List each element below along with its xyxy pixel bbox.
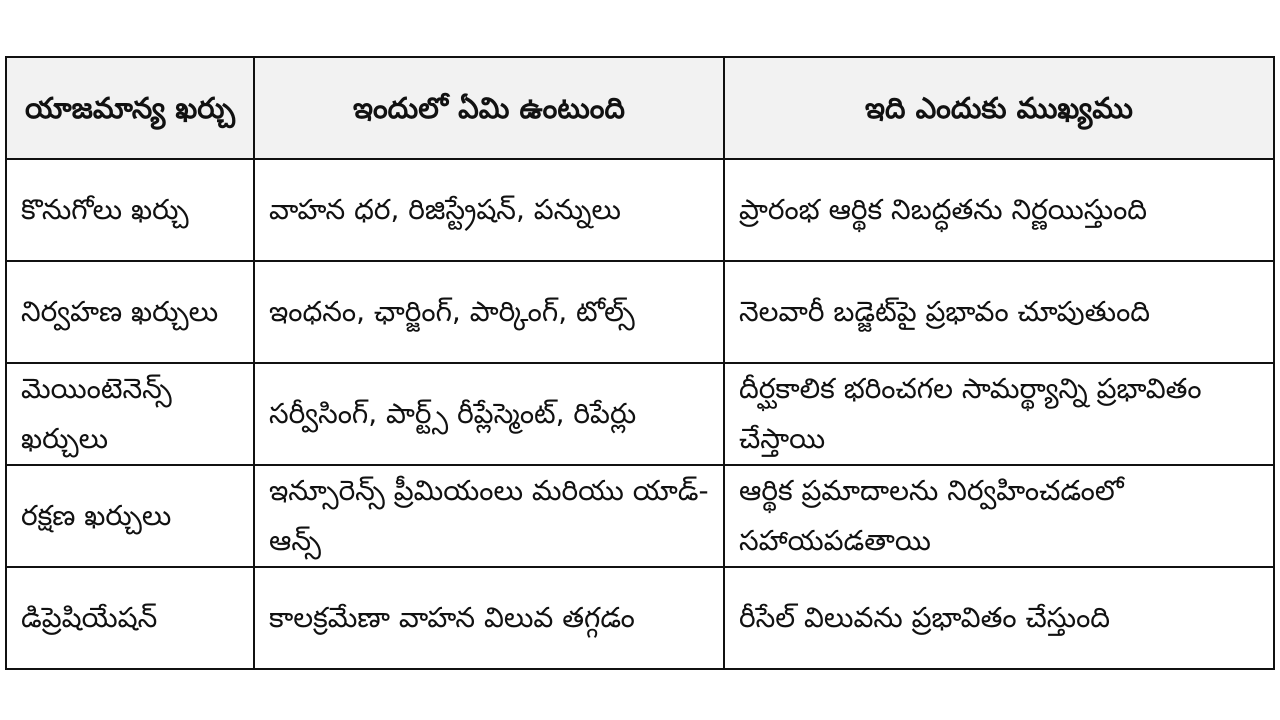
header-includes: ఇందులో ఏమి ఉంటుంది <box>254 57 724 159</box>
table-row <box>6 159 1274 261</box>
cell-importance: ఆర్థిక ప్రమాదాలను నిర్వహించడంలో సహాయపడతాయి <box>724 465 1274 567</box>
cell-cost-type: రక్షణ ఖర్చులు <box>6 465 254 567</box>
cell-includes: ఇంధనం, ఛార్జింగ్, పార్కింగ్, టోల్స్ <box>254 261 724 363</box>
cell-cost-type: కొనుగోలు ఖర్చు <box>6 159 254 261</box>
ownership-cost-table-container <box>5 56 1273 670</box>
table-header-row <box>6 57 1274 159</box>
ownership-cost-table <box>5 56 1275 670</box>
table-row <box>6 567 1274 669</box>
cell-importance: నెలవారీ బడ్జెట్‌పై ప్రభావం చూపుతుంది <box>724 261 1274 363</box>
header-cost-type: యాజమాన్య ఖర్చు <box>6 57 254 159</box>
cell-importance: దీర్ఘకాలిక భరించగల సామర్థ్యాన్ని ప్రభావితం చేస్తాయి <box>724 363 1274 465</box>
table-row <box>6 261 1274 363</box>
cell-includes: కాలక్రమేణా వాహన విలువ తగ్గడం <box>254 567 724 669</box>
header-importance: ఇది ఎందుకు ముఖ్యము <box>724 57 1274 159</box>
cell-importance: రీసేల్ విలువను ప్రభావితం చేస్తుంది <box>724 567 1274 669</box>
cell-cost-type: మెయింటెనెన్స్ ఖర్చులు <box>6 363 254 465</box>
table-row <box>6 363 1274 465</box>
cell-cost-type: డిప్రెషియేషన్ <box>6 567 254 669</box>
cell-cost-type: నిర్వహణ ఖర్చులు <box>6 261 254 363</box>
table-row <box>6 465 1274 567</box>
cell-importance: ప్రారంభ ఆర్థిక నిబద్ధతను నిర్ణయిస్తుంది <box>724 159 1274 261</box>
cell-includes: ఇన్సూరెన్స్ ప్రీమియంలు మరియు యాడ్-ఆన్స్ <box>254 465 724 567</box>
cell-includes: సర్వీసింగ్, పార్ట్స్ రీప్లేస్మెంట్, రిపేర్లు <box>254 363 724 465</box>
cell-includes: వాహన ధర, రిజిస్ట్రేషన్, పన్నులు <box>254 159 724 261</box>
